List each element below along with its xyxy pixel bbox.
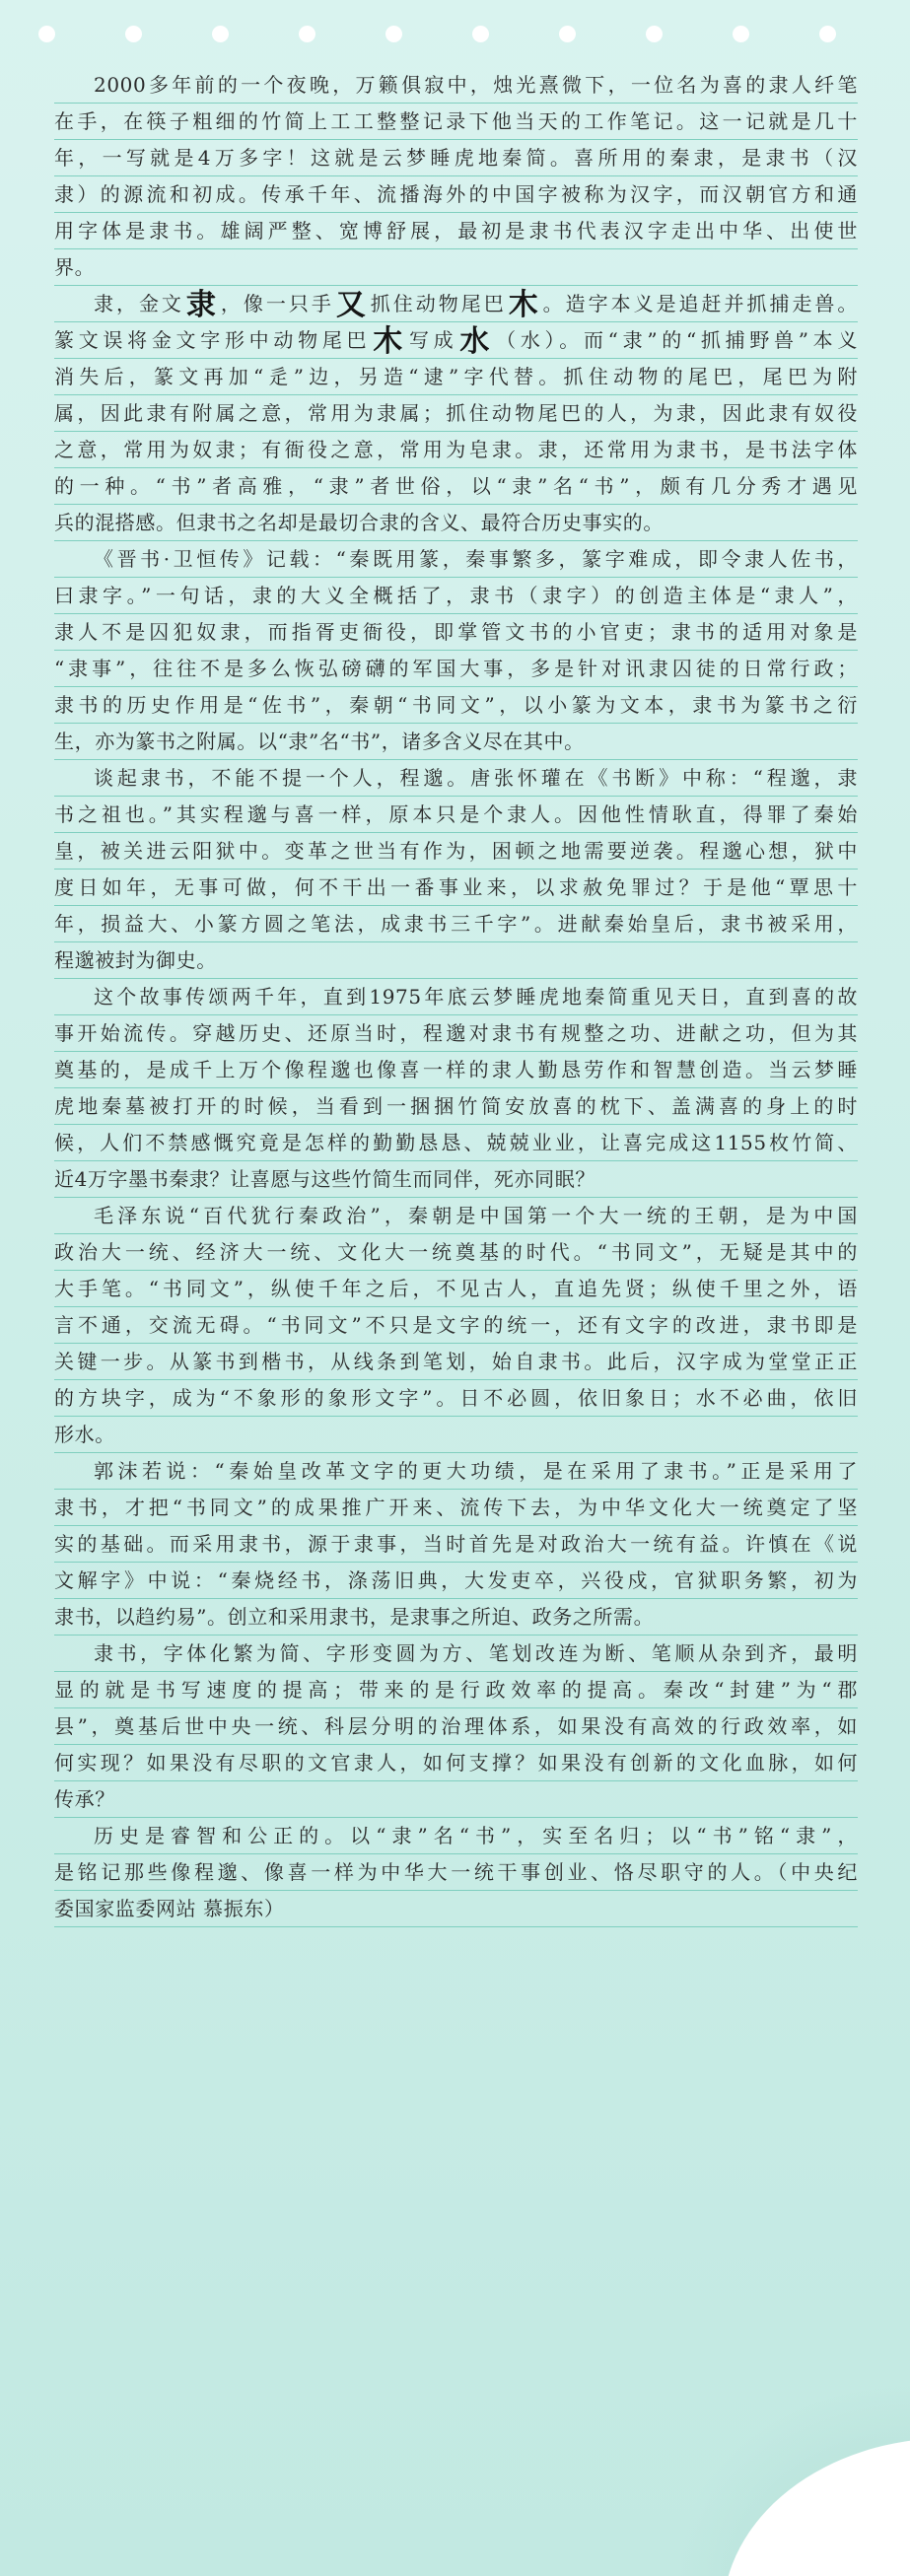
text-line: 这个故事传颂两千年，直到1975年底云梦睡虎地秦简重见天日，直到喜的故 xyxy=(54,979,858,1015)
text-segment: 隶，金文 xyxy=(94,292,184,315)
text-line: 文解字》中说：“秦烧经书，涤荡旧典，大发吏卒，兴役戍，官狱职务繁，初为 xyxy=(54,1563,858,1599)
paragraph xyxy=(54,1818,858,1927)
text-line: 度日如年，无事可做，何不干出一番事业来，以求赦免罪过？于是他“覃思十 xyxy=(54,870,858,906)
text-line: 曰隶字。”一句话，隶的大义全概括了，隶书（隶字）的创造主体是“隶人”， xyxy=(54,578,858,614)
text-line: 事开始流传。穿越历史、还原当时，程邈对隶书有规整之功、进献之功，但为其 xyxy=(54,1015,858,1052)
text-segment: ，像一只手 xyxy=(218,292,334,315)
text-line: 生，亦为篆书之附属。以“隶”名“书”，诸多含义尽在其中。 xyxy=(54,724,858,760)
text-line: 郭沫若说：“秦始皇改革文字的更大功绩，是在采用了隶书。”正是采用了 xyxy=(54,1453,858,1490)
text-line: 的一种。“书”者高雅，“隶”者世俗，以“隶”名“书”，颇有几分秀才遇见 xyxy=(54,468,858,505)
binder-hole xyxy=(299,26,315,42)
text-line: 兵的混搭感。但隶书之名却是最切合隶的含义、最符合历史事实的。 xyxy=(54,505,858,541)
text-segment: （水）。而“隶”的“抓捕野兽”本义 xyxy=(492,328,858,352)
text-line: 隶书，以趋约易”。创立和采用隶书，是隶事之所迫、政务之所需。 xyxy=(54,1599,858,1636)
text-line: 在手，在筷子粗细的竹简上工工整整记录下他当天的工作笔记。这一记就是几十 xyxy=(54,104,858,140)
binder-hole xyxy=(733,26,749,42)
text-line: 的方块字，成为“不象形的象形文字”。日不必圆，依旧象日；水不必曲，依旧 xyxy=(54,1380,858,1417)
text-line: 实的基础。而采用隶书，源于隶事，当时首先是对政治大一统有益。许慎在《说 xyxy=(54,1526,858,1563)
text-line: 政治大一统、经济大一统、文化大一统奠基的时代。“书同文”，无疑是其中的 xyxy=(54,1234,858,1271)
paragraph xyxy=(54,1198,858,1453)
text-line: 何实现？如果没有尽职的文官隶人，如何支撑？如果没有创新的文化血脉，如何 xyxy=(54,1745,858,1781)
paragraph xyxy=(54,286,858,541)
paragraph xyxy=(54,1453,858,1636)
text-line: 委国家监委网站 慕振东） xyxy=(54,1891,858,1927)
text-line: 界。 xyxy=(54,249,858,286)
text-line: 奠基的，是成千上万个像程邈也像喜一样的隶人勤恳劳作和智慧创造。当云梦睡 xyxy=(54,1052,858,1088)
text-line: 隶书，才把“书同文”的成果推广开来、流传下去，为中华文化大一统奠定了坚 xyxy=(54,1490,858,1526)
text-line: 隶）的源流和初成。传承千年、流播海外的中国字被称为汉字，而汉朝官方和通 xyxy=(54,176,858,213)
text-segment: 篆文误将金文字形中动物尾巴 xyxy=(54,328,372,352)
text-line: 隶人不是囚犯奴隶，而指胥吏衙役，即掌管文书的小官吏；隶书的适用对象是 xyxy=(54,614,858,651)
text-line: 显的就是书写速度的提高；带来的是行政效率的提高。秦改“封建”为“郡 xyxy=(54,1672,858,1708)
text-line: 关键一步。从篆书到楷书，从线条到笔划，始自隶书。此后，汉字成为堂堂正正 xyxy=(54,1344,858,1380)
ancient-glyph-icon: 又 xyxy=(335,287,367,322)
text-line: 是铭记那些像程邈、像喜一样为中华大一统干事创业、恪尽职守的人。（中央纪 xyxy=(54,1854,858,1891)
binder-hole xyxy=(646,26,663,42)
text-line: 年，损益大、小篆方圆之笔法，成隶书三千字”。进献秦始皇后，隶书被采用， xyxy=(54,906,858,942)
paragraph xyxy=(54,760,858,979)
binder-hole xyxy=(385,26,402,42)
text-line xyxy=(54,322,858,359)
text-line: 属，因此隶有附属之意，常用为隶属；抓住动物尾巴的人，为隶，因此隶有奴役 xyxy=(54,395,858,432)
binder-hole xyxy=(212,26,229,42)
paragraph xyxy=(54,541,858,760)
text-line: 县”，奠基后世中央一统、科层分明的治理体系，如果没有高效的行政效率，如 xyxy=(54,1708,858,1745)
ancient-glyph-icon: 木 xyxy=(373,323,403,359)
binder-hole xyxy=(472,26,489,42)
text-line: “隶事”，往往不是多么恢弘磅礴的军国大事，多是针对讯隶囚徒的日常行政； xyxy=(54,651,858,687)
text-segment: 写成 xyxy=(404,328,458,352)
paragraph xyxy=(54,979,858,1198)
binder-hole xyxy=(819,26,836,42)
text-segment: 。造字本义是追赶并抓捕走兽。 xyxy=(540,292,858,315)
text-line: 隶书的历史作用是“佐书”，秦朝“书同文”，以小篆为文本，隶书为篆书之衍 xyxy=(54,687,858,724)
binder-hole xyxy=(125,26,142,42)
article-body xyxy=(54,67,858,1927)
text-line: 程邈被封为御史。 xyxy=(54,942,858,979)
ancient-glyph-icon: 水 xyxy=(459,323,491,359)
binder-hole xyxy=(38,26,55,42)
text-line: 谈起隶书，不能不提一个人，程邈。唐张怀瓘在《书断》中称：“程邈，隶 xyxy=(54,760,858,797)
text-line: 毛泽东说“百代犹行秦政治”，秦朝是中国第一个大一统的王朝，是为中国 xyxy=(54,1198,858,1234)
text-line: 用字体是隶书。雄阔严整、宽博舒展，最初是隶书代表汉字走出中华、出使世 xyxy=(54,213,858,249)
text-line: 传承？ xyxy=(54,1781,858,1818)
text-segment: 抓住动物尾巴 xyxy=(368,292,507,315)
binder-holes xyxy=(0,26,910,45)
paragraph xyxy=(54,1636,858,1818)
text-line: 言不通，交流无碍。“书同文”不只是文字的统一，还有文字的改进，隶书即是 xyxy=(54,1307,858,1344)
paragraph xyxy=(54,67,858,286)
text-line: 虎地秦墓被打开的时候，当看到一捆捆竹简安放喜的枕下、盖满喜的身上的时 xyxy=(54,1088,858,1125)
text-line: 书之祖也。”其实程邈与喜一样，原本只是个隶人。因他性情耿直，得罪了秦始 xyxy=(54,797,858,833)
ancient-glyph-icon: 木 xyxy=(508,287,539,322)
text-line xyxy=(54,286,858,322)
binder-hole xyxy=(559,26,576,42)
text-line: 历史是睿智和公正的。以“隶”名“书”，实至名归；以“书”铭“隶”， xyxy=(54,1818,858,1854)
text-line: 《晋书·卫恒传》记载：“秦既用篆，秦事繁多，篆字难成，即令隶人佐书， xyxy=(54,541,858,578)
text-line: 形水。 xyxy=(54,1417,858,1453)
text-line: 2000多年前的一个夜晚，万籁俱寂中，烛光熹微下，一位名为喜的隶人纤笔 xyxy=(54,67,858,104)
text-line: 皇，被关进云阳狱中。变革之世当有作为，困顿之地需要逆袭。程邈心想，狱中 xyxy=(54,833,858,870)
text-line: 近4万字墨书秦隶？让喜愿与这些竹简生而同伴，死亦同眠？ xyxy=(54,1161,858,1198)
text-line: 大手笔。“书同文”，纵使千年之后，不见古人，直追先贤；纵使千里之外，语 xyxy=(54,1271,858,1307)
text-line: 年，一写就是4万多字！这就是云梦睡虎地秦简。喜所用的秦隶，是隶书（汉 xyxy=(54,140,858,176)
text-line: 候，人们不禁感慨究竟是怎样的勤勤恳恳、兢兢业业，让喜完成这1155枚竹简、 xyxy=(54,1125,858,1161)
ancient-glyph-icon: 隶 xyxy=(185,287,217,322)
text-line: 隶书，字体化繁为简、字形变圆为方、笔划改连为断、笔顺从杂到齐，最明 xyxy=(54,1636,858,1672)
text-line: 之意，常用为奴隶；有衙役之意，常用为皂隶。隶，还常用为隶书，是书法字体 xyxy=(54,432,858,468)
text-line: 消失后，篆文再加“辵”边，另造“逮”字代替。抓住动物的尾巴，尾巴为附 xyxy=(54,359,858,395)
